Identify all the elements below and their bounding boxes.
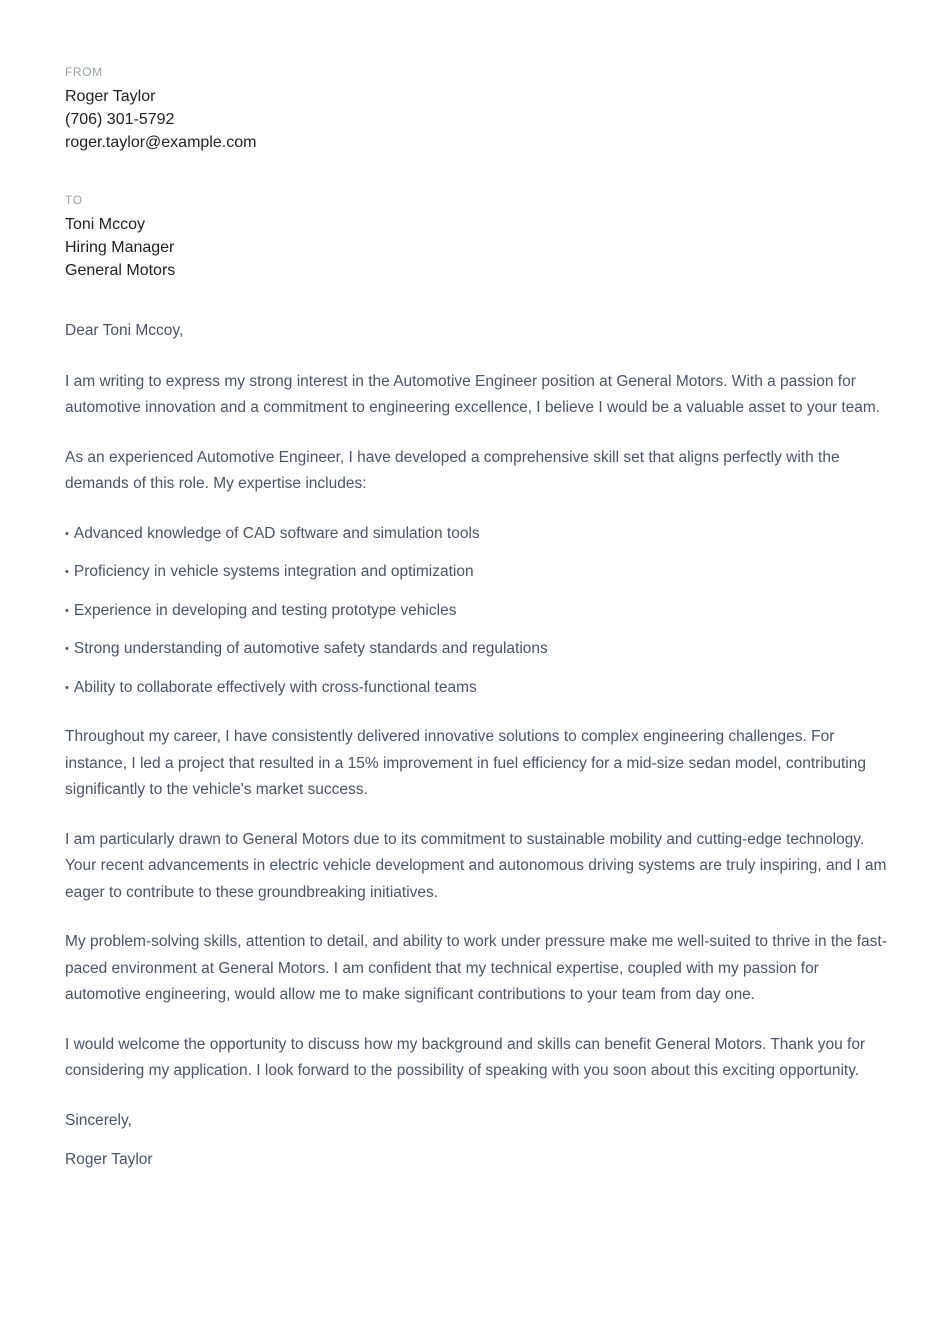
list-item: [65, 521, 891, 548]
body-paragraph-intro: I am writing to express my strong interest in the Automotive Engineer position at General Motors. With a passion for automotive innovation and a commitment to engineering excellence, I believe I would be a valuable asset to your team.: [65, 372, 881, 416]
list-item-text: Strong understanding of automotive safety standards and regulations: [73, 640, 548, 657]
sender-phone: (706) 301-5792: [65, 111, 175, 128]
bullet-icon: •: [65, 604, 69, 617]
bullet-icon: •: [65, 643, 69, 655]
list-item-text: Advanced knowledge of CAD software and simulation tools: [73, 524, 480, 542]
to-label: TO: [65, 193, 83, 207]
list-item: [65, 675, 891, 702]
bullet-icon: •: [65, 527, 69, 540]
signature-name: Roger Taylor: [65, 1151, 153, 1168]
body-paragraph-achievements: Throughout my career, I have consistently delivered innovative solutions to complex engineering challenges. For instance, I led a project that resulted in a 15% improvement in fuel efficiency for a mid-size sedan model, contributing significantly to the vehicle's market success.: [65, 728, 866, 798]
closing: Sincerely,: [65, 1111, 132, 1129]
recipient-name: Toni Mccoy: [65, 216, 146, 233]
sender-email: roger.taylor@example.com: [65, 134, 257, 151]
body-paragraph-thanks: I would welcome the opportunity to discuss how my background and skills can benefit General Motors. Thank you for considering my application. I look forward to the possibility of speaking with you soon about this exciting opportunity.: [65, 1035, 866, 1079]
list-item: [65, 559, 891, 586]
sender-name: Roger Taylor: [65, 88, 156, 105]
body-paragraph-motivation: I am particularly drawn to General Motors due to its commitment to sustainable mobility and cutting-edge technology. Your recent advancements in electric vehicle development and autonomous driving systems are truly inspiring, and I am eager to contribute to these groundbreaking initiatives.: [65, 830, 887, 901]
list-item-text: Ability to collaborate effectively with cross-functional teams: [73, 678, 477, 696]
from-block: [65, 64, 891, 154]
body-paragraph-expertise: As an experienced Automotive Engineer, I have developed a comprehensive skill set that aligns perfectly with the demands of this role. My expertise includes:: [65, 448, 840, 492]
recipient-job-title: Hiring Manager: [65, 239, 175, 256]
list-item-text: Experience in developing and testing prototype vehicles: [73, 601, 457, 619]
from-label: FROM: [65, 65, 103, 79]
to-block: [65, 192, 891, 282]
list-item: [65, 598, 891, 625]
list-item: [65, 636, 891, 663]
bullet-icon: •: [65, 566, 69, 578]
list-item-text: Proficiency in vehicle systems integration and optimization: [73, 563, 474, 580]
skills-list: [65, 521, 891, 702]
recipient-company: General Motors: [65, 262, 176, 279]
salutation: Dear Toni Mccoy,: [65, 322, 184, 339]
bullet-icon: •: [65, 681, 69, 694]
body-paragraph-fit: My problem-solving skills, attention to detail, and ability to work under pressure make me well-suited to thrive in the fast-paced environment at General Motors. I am confident that my technical expertise, coupled with my passion for automotive engineering, would allow me to make significant contributions to your team from day one.: [65, 933, 887, 1003]
